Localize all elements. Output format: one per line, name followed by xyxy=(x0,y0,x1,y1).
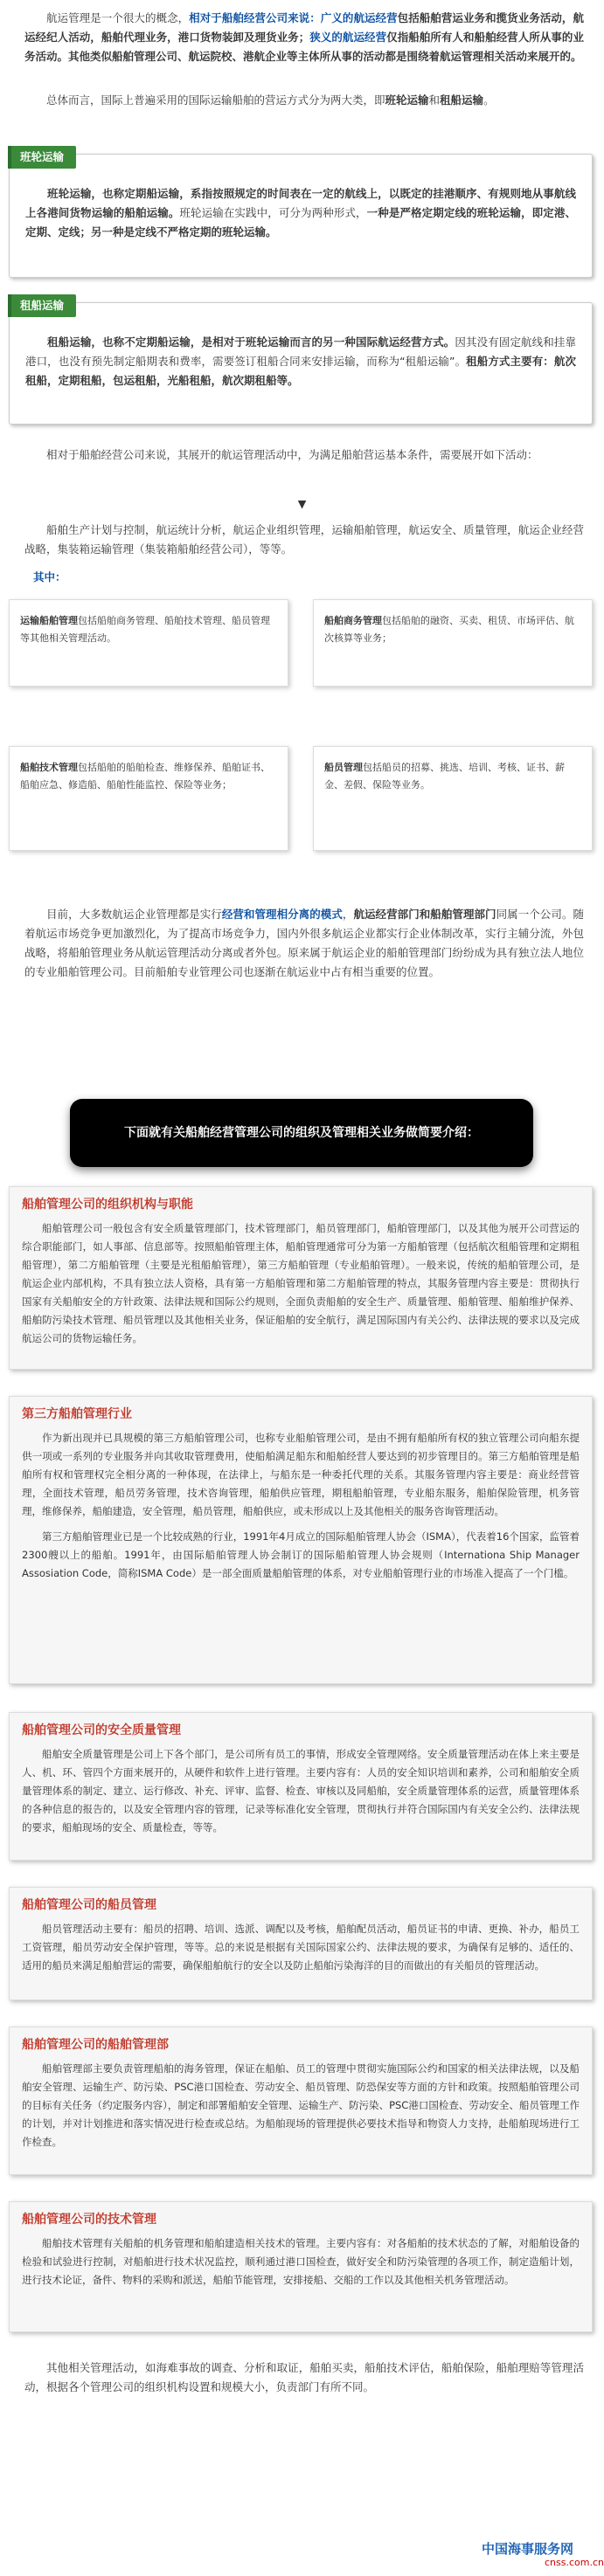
section-title: 船舶管理公司的安全质量管理 xyxy=(22,1723,181,1737)
intro-paragraph-1: 航运管理是一个很大的概念，相对于船舶经营公司来说：广义的航运经营包括船舶营运业务和揽货业务活动，航运经纪人活动，船舶代理业务，港口货物装卸及理货业务；狭义的航运经营仅指船舶所有人和船舶经营人所从事的业务活动。其他类似船舶管理公司、航运院校、港航企业等主体所从事的活动都是围绕着航运管理相关活动来展开的。 xyxy=(24,11,584,63)
activities-list: 船舶生产计划与控制，航运统计分析，航运企业组织管理，运输船舶管理，航运安全、质量管理，航运企业经营战略，集装箱运输管理（集装箱船舶经营公司），等等。 xyxy=(24,523,584,556)
down-arrow-icon: ▼ xyxy=(297,497,307,510)
site-logo[interactable]: 中国海事服务网 cnss.com.cn xyxy=(482,2541,604,2568)
section-title: 船舶管理公司的船舶管理部 xyxy=(22,2038,169,2052)
intro-banner: 下面就有关船舶经营管理公司的组织及管理相关业务做简要介绍： xyxy=(70,1099,533,1167)
section-title: 第三方船舶管理行业 xyxy=(22,1407,132,1421)
box-technical-mgmt: 船舶技术管理包括船舶的船舶检查、维修保养、船舶证书、船舶应急、修造船、船舶性能监控、保险等业务； xyxy=(9,746,288,851)
charter-box: 租船运输 租船运输，也称不定期船运输，是相对于班轮运输而言的另一种国际航运经营方式。因其没有固定航线和挂靠港口，也没有预先制定船期表和费率，需要签订租船合同来安排运输，而称为“租船运输”。租船方式主要有：航次租船，定期租船，包运租船，光船租船，航次期租船等。 xyxy=(9,302,593,425)
section-crew: 船舶管理公司的船员管理 船员管理活动主要有：船员的招聘、培训、选派、调配以及考核，船舶配员活动，船员证书的申请、更换、补办，船员工工资管理，船员劳动安全保护管理，等等。总的来说是根据有关国际国家公约、法律法规的要求，为确保有足够的、适任的、适用的船员来满足船舶营运的需要，确保船舶航行的安全以及防止船舶污染海洋的目的而做出的有关船员的管理活动。 xyxy=(9,1887,593,2000)
closing-paragraph: 其他相关管理活动，如海难事故的调查、分析和取证，船舶买卖，船舶技术评估，船舶保险，船舶理赔等管理活动，根据各个管理公司的组织机构设置和规模大小，负责部门有所不同。 xyxy=(24,2361,584,2393)
section-title: 船舶管理公司的组织机构与职能 xyxy=(22,1198,193,1212)
model-paragraph: 目前，大多数航运企业管理都是实行经营和管理相分离的模式，航运经营部门和船舶管理部门同属一个公司。随着航运市场竞争更加激烈化，为了提高市场竞争力，国内外很多航运企业都实行企业体制改革，实行主辅分流，外包战略，将船舶管理业务从航运管理活动分离或者外包。原来属于航运企业的船舶管理部门纷纷成为具有独立法人地位的专业船舶管理公司。目前船舶专业管理公司也逐渐在航运业中占有相当重要的位置。 xyxy=(24,908,584,978)
liner-box: 班轮运输 班轮运输，也称定期船运输，系指按照规定的时间表在一定的航线上，以既定的挂港顺序、有规则地从事航线上各港间货物运输的船舶运输。班轮运输在实践中，可分为两种形式，一种是严格定期定线的班轮运输，即定港、定期、定线；另一种是定线不严格定期的班轮运输。 xyxy=(9,154,593,278)
box-transport-ship-mgmt: 运输船舶管理包括船舶商务管理、船舶技术管理、船员管理等其他相关管理活动。 xyxy=(9,599,288,687)
among-label: 其中： xyxy=(33,570,66,584)
charter-tag: 租船运输 xyxy=(8,294,76,317)
intro-paragraph-2: 总体而言，国际上普遍采用的国际运输船舶的营运方式分为两大类，即班轮运输和租船运输。 xyxy=(46,93,495,107)
section-ship-dept: 船舶管理公司的船舶管理部 船舶管理部主要负责管理船舶的海务管理，保证在船舶、员工的管理中贯彻实施国际公约和国家的相关法律法规，以及船舶安全管理、运输生产、防污染、PSC港口国检查、劳动安全、船员管理、防恐保安等方面的方针和政策。按照船舶管理公司的目标有关任务（约定服务内容），制定和部署船舶安全管理、运输生产、防污染、PSC港口国检查、劳动安全、船员管理工作的计划，并对计划推进和落实情况进行检查或总结。为船舶现场的管理提供必要技术指导和物资人力支持，赴船舶现场进行工作检查。 xyxy=(9,2027,593,2175)
activities-intro: 相对于船舶经营公司来说，其展开的航运管理活动中，为满足船舶营运基本条件，需要展开如下活动： xyxy=(46,448,538,461)
section-safety-quality: 船舶管理公司的安全质量管理 船舶安全质量管理是公司上下各个部门，是公司所有员工的事情，形成安全管理网络。安全质量管理活动在体上来主要是人、机、环、管四个方面来展开的，从硬件和软件上进行管理。主要内容有：人员的安全知识培训和素养，公司和船舶安全质量管理体系的制定、建立、运行修改、补充、评审、监督、检查、审核以及同船舶，安全质量管理体系的运营，质量管理体系的各种信息的报告的，以及安全管理内容的管理，记录等标准化安全管理，贯彻执行并符合国际国内有关安全公约、法律法规的要求，船舶现场的安全、质量检查，等等。 xyxy=(9,1712,593,1861)
section-third-party: 第三方船舶管理行业 作为新出现并已具规模的第三方船舶管理公司，也称专业船舶管理公司，是由不拥有船舶所有权的独立管理公司向船东提供一项或一系列的专业服务并向其收取管理费用，使船舶满足船东和船舶经营人要达到的初步管理目的。第三方船舶管理是船舶所有权和管理权完全相分离的一种体现，在法律上，与船东是一种委托代理的关系。其服务管理内容主要是：商业经营管理，全面技术管理，船员劳务管理，技术咨询管理，船舶供应管理，期租船舶管理，专业船东服务，船舶保险管理，机务管理，维修保养，船舶建造，安全管理，船员管理，船舶供应，或未形成以上及其他相关的服务咨询管理活动。 第三方船舶管理业已是一个比较成熟的行业，1991年4月成立的国际船舶管理人协会（ISMA），代表着16个国家，监管着2300艘以上的船舶。1991年，由国际船舶管理人协会制订的国际船舶管理人协会规则（Internationa Ship Manager Assosiation Code，简称ISMA Code）是一部全面质量船舶管理的体系，对专业船舶管理行业的市场准入提高了一个门槛。 xyxy=(9,1396,593,1684)
box-commercial-mgmt: 船舶商务管理包括船舶的融资、买卖、租赁、市场评估、航次核算等业务； xyxy=(313,599,593,687)
section-organization: 船舶管理公司的组织机构与职能 船舶管理公司一般包含有安全质量管理部门，技术管理部门，船员管理部门，船舶管理部门，以及其他为展开公司营运的综合职能部门，如人事部、信息部等。按照船舶管理主体，船舶管理通常可分为第一方船舶管理（包括航次租船管理和定期租船管理），第二方船舶管理（主要是光租船舶管理），第三方船舶管理（专业船舶管理）。一般来说，传统的船舶管理公司，是航运企业内部机构，不具有独立法人资格，具有第一方船舶管理和第二方船舶管理的特点，其服务管理内容主要是：贯彻执行国家有关船舶安全的方针政策、法律法规和国际公约规则，全面负责船舶的安全生产、质量管理、船舶管理、船舶维护保养、船舶防污染技术管理、船员管理以及其他相关业务，保证船舶的安全航行，满足国际国内有关公约、法律法规的要求以及完成航运公司的货物运输任务。 xyxy=(9,1186,593,1370)
section-title: 船舶管理公司的技术管理 xyxy=(22,2213,156,2227)
box-crew-mgmt: 船员管理包括船员的招募、挑选、培训、考核、证书、薪金、差假、保险等业务。 xyxy=(313,746,593,851)
section-title: 船舶管理公司的船员管理 xyxy=(22,1898,156,1912)
section-technical: 船舶管理公司的技术管理 船舶技术管理有关船舶的机务管理和船舶建造相关技术的管理。主要内容有：对各船舶的技术状态的了解，对船舶设备的检验和试验进行控制，对船舶进行技术状况监控，顺利通过港口国检查，做好安全和防污染管理的各项工作，制定造船计划，进行技术论证，备件、物料的采购和派送，船舶节能管理，安排接船、交船的工作以及其他相关机务管理活动。 xyxy=(9,2201,593,2332)
liner-tag: 班轮运输 xyxy=(8,146,76,169)
